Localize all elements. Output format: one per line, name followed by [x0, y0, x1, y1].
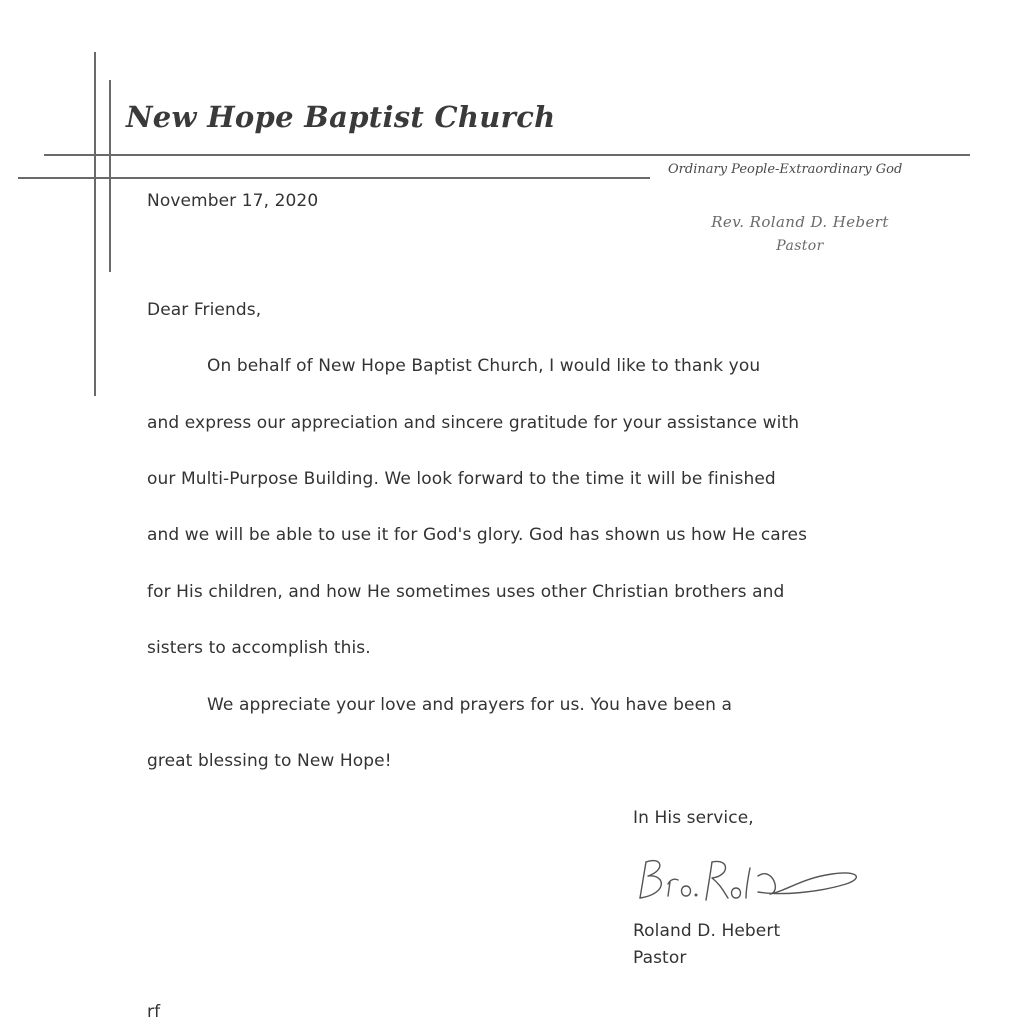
body-line: We appreciate your love and prayers for us. You have been a: [207, 695, 733, 715]
signer-title: Pastor: [633, 948, 687, 968]
church-name: New Hope Baptist Church: [126, 100, 556, 134]
church-motto: Ordinary People-Extraordinary God: [668, 162, 903, 177]
body-line: our Multi-Purpose Building. We look forward to the time it will be finished: [147, 469, 776, 489]
letterhead-pastor-title: Pastor: [776, 238, 824, 254]
body-line: sisters to accomplish this.: [147, 638, 371, 658]
body-line: for His children, and how He sometimes uses other Christian brothers and: [147, 582, 785, 602]
letterhead-horizontal-rule-top: [44, 154, 970, 156]
closing: In His service,: [633, 808, 754, 828]
letterhead-pastor-name: Rev. Roland D. Hebert: [711, 213, 889, 231]
letterhead-horizontal-rule-bottom: [18, 177, 650, 179]
body-line: On behalf of New Hope Baptist Church, I would like to thank you: [207, 356, 761, 376]
body-line: great blessing to New Hope!: [147, 751, 392, 771]
typist-initials: rf: [147, 1002, 161, 1022]
letterhead-vertical-rule-right: [109, 80, 111, 272]
letterhead-vertical-rule-left: [94, 52, 96, 396]
handwritten-signature: [632, 848, 867, 908]
body-line: and express our appreciation and sincere gratitude for your assistance with: [147, 413, 800, 433]
salutation: Dear Friends,: [147, 300, 262, 320]
body-line: and we will be able to use it for God's glory. God has shown us how He cares: [147, 525, 808, 545]
signer-name: Roland D. Hebert: [633, 921, 781, 941]
letter-date: November 17, 2020: [147, 191, 319, 211]
